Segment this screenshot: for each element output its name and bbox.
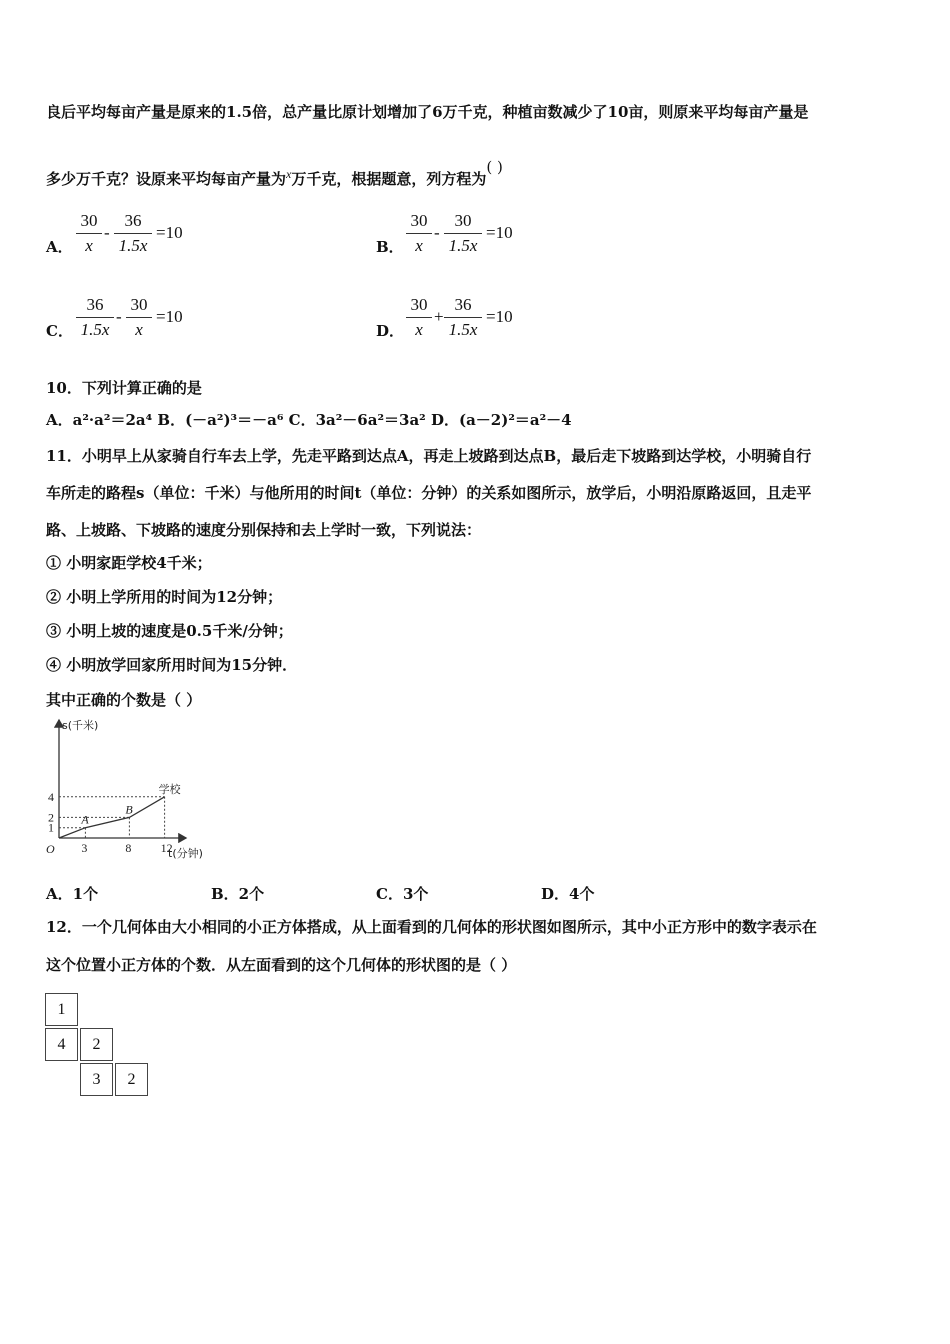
q9-d-frac2 [444,295,482,340]
q11-statement-4: ④ 小明放学回家所用时间为15分钟． [46,656,298,674]
q9-d-d2: 1.5x [448,320,478,339]
y-tick-label: 4 [48,789,54,804]
q9-a-frac2 [114,211,152,256]
q9-line2 [46,158,904,189]
q11-statement-1: ① 小明家距学校4千米； [46,554,212,572]
distance-time-chart [44,715,224,867]
top-view-grid [45,993,155,1101]
q11-line3: 路、上坡路、下坡路的速度分别保持和去上学时一致，下列说法： [46,521,482,539]
q9-b-op: - [434,223,440,242]
q12-line1: 12．一个几何体由大小相同的小正方体搭成，从上面看到的几何体的形状图如图所示，其中小正方形中的数字表示在 [46,918,817,936]
q11-option-c: C．3个 [376,885,429,903]
q11-statement-2: ② 小明上学所用的时间为12分钟； [46,588,283,606]
q11-option-d: D．4个 [541,885,595,903]
origin-label: O [46,842,55,856]
q9-var-x: x [286,167,292,181]
q9-a-op: - [104,223,110,242]
q11-option-b: B．2个 [211,885,265,903]
q10-options: A．a²·a²＝2a⁴ B．(－a²)³＝－a⁶ C．3a²－6a²＝3a² D．(a－2)²＝a²－4 [46,411,572,429]
q11-line1: 11．小明早上从家骑自行车去上学，先走平路到达点A，再走上坡路到达点B，最后走下坡路到达学校，小明骑自行 [46,447,812,465]
q9-b-n1: 30 [410,211,428,230]
point-label: 学校 [158,782,181,796]
q9-option-a-label: A． [46,238,73,256]
q9-a-d1: x [85,236,93,255]
y-tick-label: 2 [48,810,54,825]
q9-d-rhs: =10 [486,307,513,326]
grid-cell: 2 [115,1063,148,1096]
x-tick-label: 12 [160,841,173,855]
q9-a-rhs: =10 [156,223,183,242]
q10-title: 10．下列计算正确的是 [46,379,202,397]
x-axis-title: t(分钟) [168,847,203,860]
x-tick-label: 8 [125,841,132,855]
q9-c-d2: x [135,320,143,339]
q9-c-op: - [116,307,122,326]
q9-d-n1: 30 [410,295,428,314]
q12-line2: 这个位置小正方体的个数．从左面看到的这个几何体的形状图的是（ ） [46,956,517,974]
grid-cell: 1 [45,993,78,1026]
q9-line2a: 多少万千克？设原来平均每亩产量为 [46,170,287,188]
q9-option-b-label: B． [376,238,404,256]
q9-a-n1: 30 [80,211,98,230]
q9-b-frac2 [444,211,482,256]
q9-b-n2: 30 [454,211,472,230]
q9-b-d2: 1.5x [448,236,478,255]
q9-d-n2: 36 [454,295,472,314]
q9-d-frac1 [406,295,432,340]
q9-line1: 良后平均每亩产量是原来的1.5倍，总产量比原计划增加了6万千克，种植亩数减少了10亩，则原来平均每亩产量是 [46,103,809,121]
y-axis-title: s(千米) [62,719,99,732]
point-label: B [125,802,133,817]
q9-b-rhs: =10 [486,223,513,242]
q9-c-d1: 1.5x [80,320,110,339]
q9-b-frac1 [406,211,432,256]
q9-a-n2: 36 [124,211,142,230]
q9-option-d-label: D． [376,322,405,340]
grid-cell: 3 [80,1063,113,1096]
y-tick-label: 1 [48,820,54,835]
grid-cell: 4 [45,1028,78,1061]
q9-d-op: + [434,307,444,326]
q9-c-n2: 30 [130,295,148,314]
point-label: A [81,812,89,827]
grid-cell: 2 [80,1028,113,1061]
q9-b-d1: x [415,236,423,255]
q9-c-rhs: =10 [156,307,183,326]
q9-c-frac2 [126,295,152,340]
q9-a-frac1 [76,211,102,256]
q11-ask: 其中正确的个数是（ ） [46,691,202,709]
q11-option-a: A．1个 [46,885,99,903]
q9-paren: ( ) [486,158,503,176]
q9-d-d1: x [415,320,423,339]
q9-c-n1: 36 [86,295,104,314]
q11-line2: 车所走的路程s（单位：千米）与他所用的时间t（单位：分钟）的关系如图所示，放学后，小明沿原路返回，且走平 [46,484,812,502]
x-tick-label: 3 [81,841,88,855]
q9-a-d2: 1.5x [118,236,148,255]
q9-line2b: 万千克，根据题意，列方程为 [291,170,487,188]
q9-c-frac1 [76,295,114,340]
q9-option-c-label: C． [46,322,73,340]
q11-statement-3: ③ 小明上坡的速度是0.5千米/分钟； [46,622,293,640]
